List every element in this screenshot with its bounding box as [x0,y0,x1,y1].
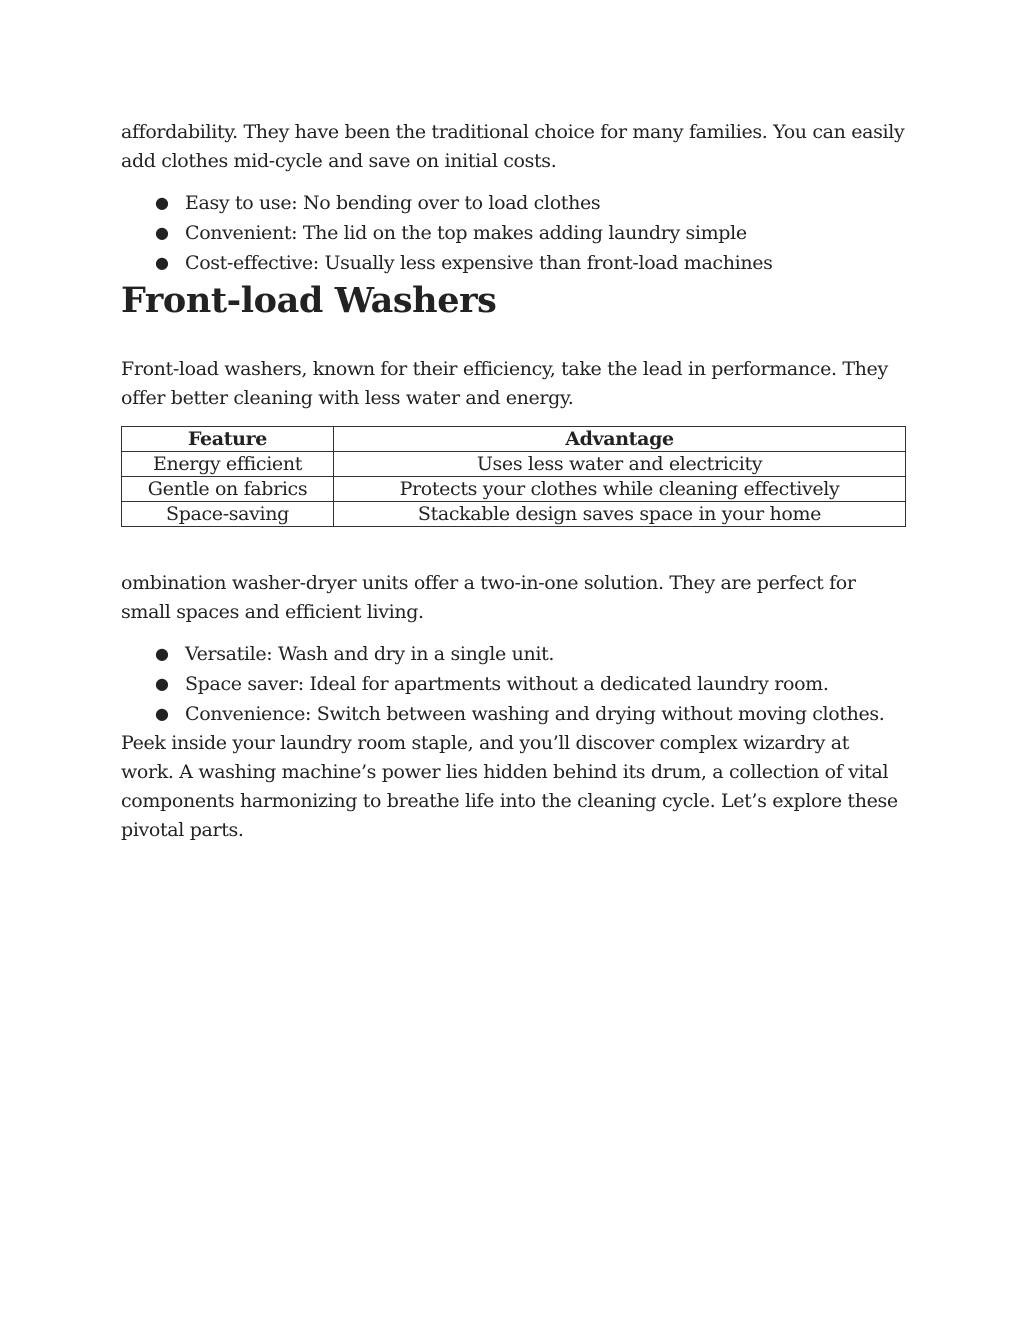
bullet-icon: ● [155,704,169,723]
front-load-paragraph: Front-load washers, known for their efficiency, take the lead in performance. They offer better cleaning with less water and energy. [121,358,888,409]
list-item [121,669,906,699]
table-cell: Stackable design saves space in your home [334,502,906,527]
list-item [121,699,906,729]
table-row [122,477,906,502]
bullet-icon: ● [155,253,169,272]
table-row [122,502,906,527]
table-header-cell: Advantage [334,427,906,452]
section-heading-front-load: Front-load Washers [121,280,497,321]
bullet-icon: ● [155,193,169,212]
list-item-text: Versatile: Wash and dry in a single unit. [185,643,555,665]
list-item-text: Easy to use: No bending over to load clothes [185,192,601,214]
list-item [121,218,906,248]
bullet-icon: ● [155,674,169,693]
table-cell: Protects your clothes while cleaning effectively [334,477,906,502]
table-row [122,452,906,477]
bullet-icon: ● [155,644,169,663]
list-item-text: Space saver: Ideal for apartments without a dedicated laundry room. [185,673,829,695]
intro-paragraph: affordability. They have been the traditional choice for many families. You can easily add clothes mid-cycle and save on initial costs. [121,121,905,172]
list-item-text: Convenience: Switch between washing and drying without moving clothes. [185,703,885,725]
table-cell: Energy efficient [122,452,334,477]
top-load-benefits-list [121,188,906,278]
table-cell: Space-saving [122,502,334,527]
list-item [121,639,906,669]
document-page [121,118,906,845]
list-item [121,188,906,218]
list-item [121,248,906,278]
feature-advantage-table [121,426,906,527]
list-item-text: Cost-effective: Usually less expensive than front-load machines [185,252,773,274]
bullet-icon: ● [155,223,169,242]
combination-benefits-list [121,639,906,729]
table-header-row [122,427,906,452]
combination-paragraph: ombination washer-dryer units offer a two-in-one solution. They are perfect for small spaces and efficient living. [121,572,856,623]
closing-paragraph: Peek inside your laundry room staple, and you’ll discover complex wizardry at work. A washing machine’s power lies hidden behind its drum, a collection of vital components harmonizing to breathe life into the cleaning cycle. Let’s explore these pivotal parts. [121,732,898,841]
table-cell: Gentle on fabrics [122,477,334,502]
table-cell: Uses less water and electricity [334,452,906,477]
list-item-text: Convenient: The lid on the top makes adding laundry simple [185,222,747,244]
table-header-cell: Feature [122,427,334,452]
